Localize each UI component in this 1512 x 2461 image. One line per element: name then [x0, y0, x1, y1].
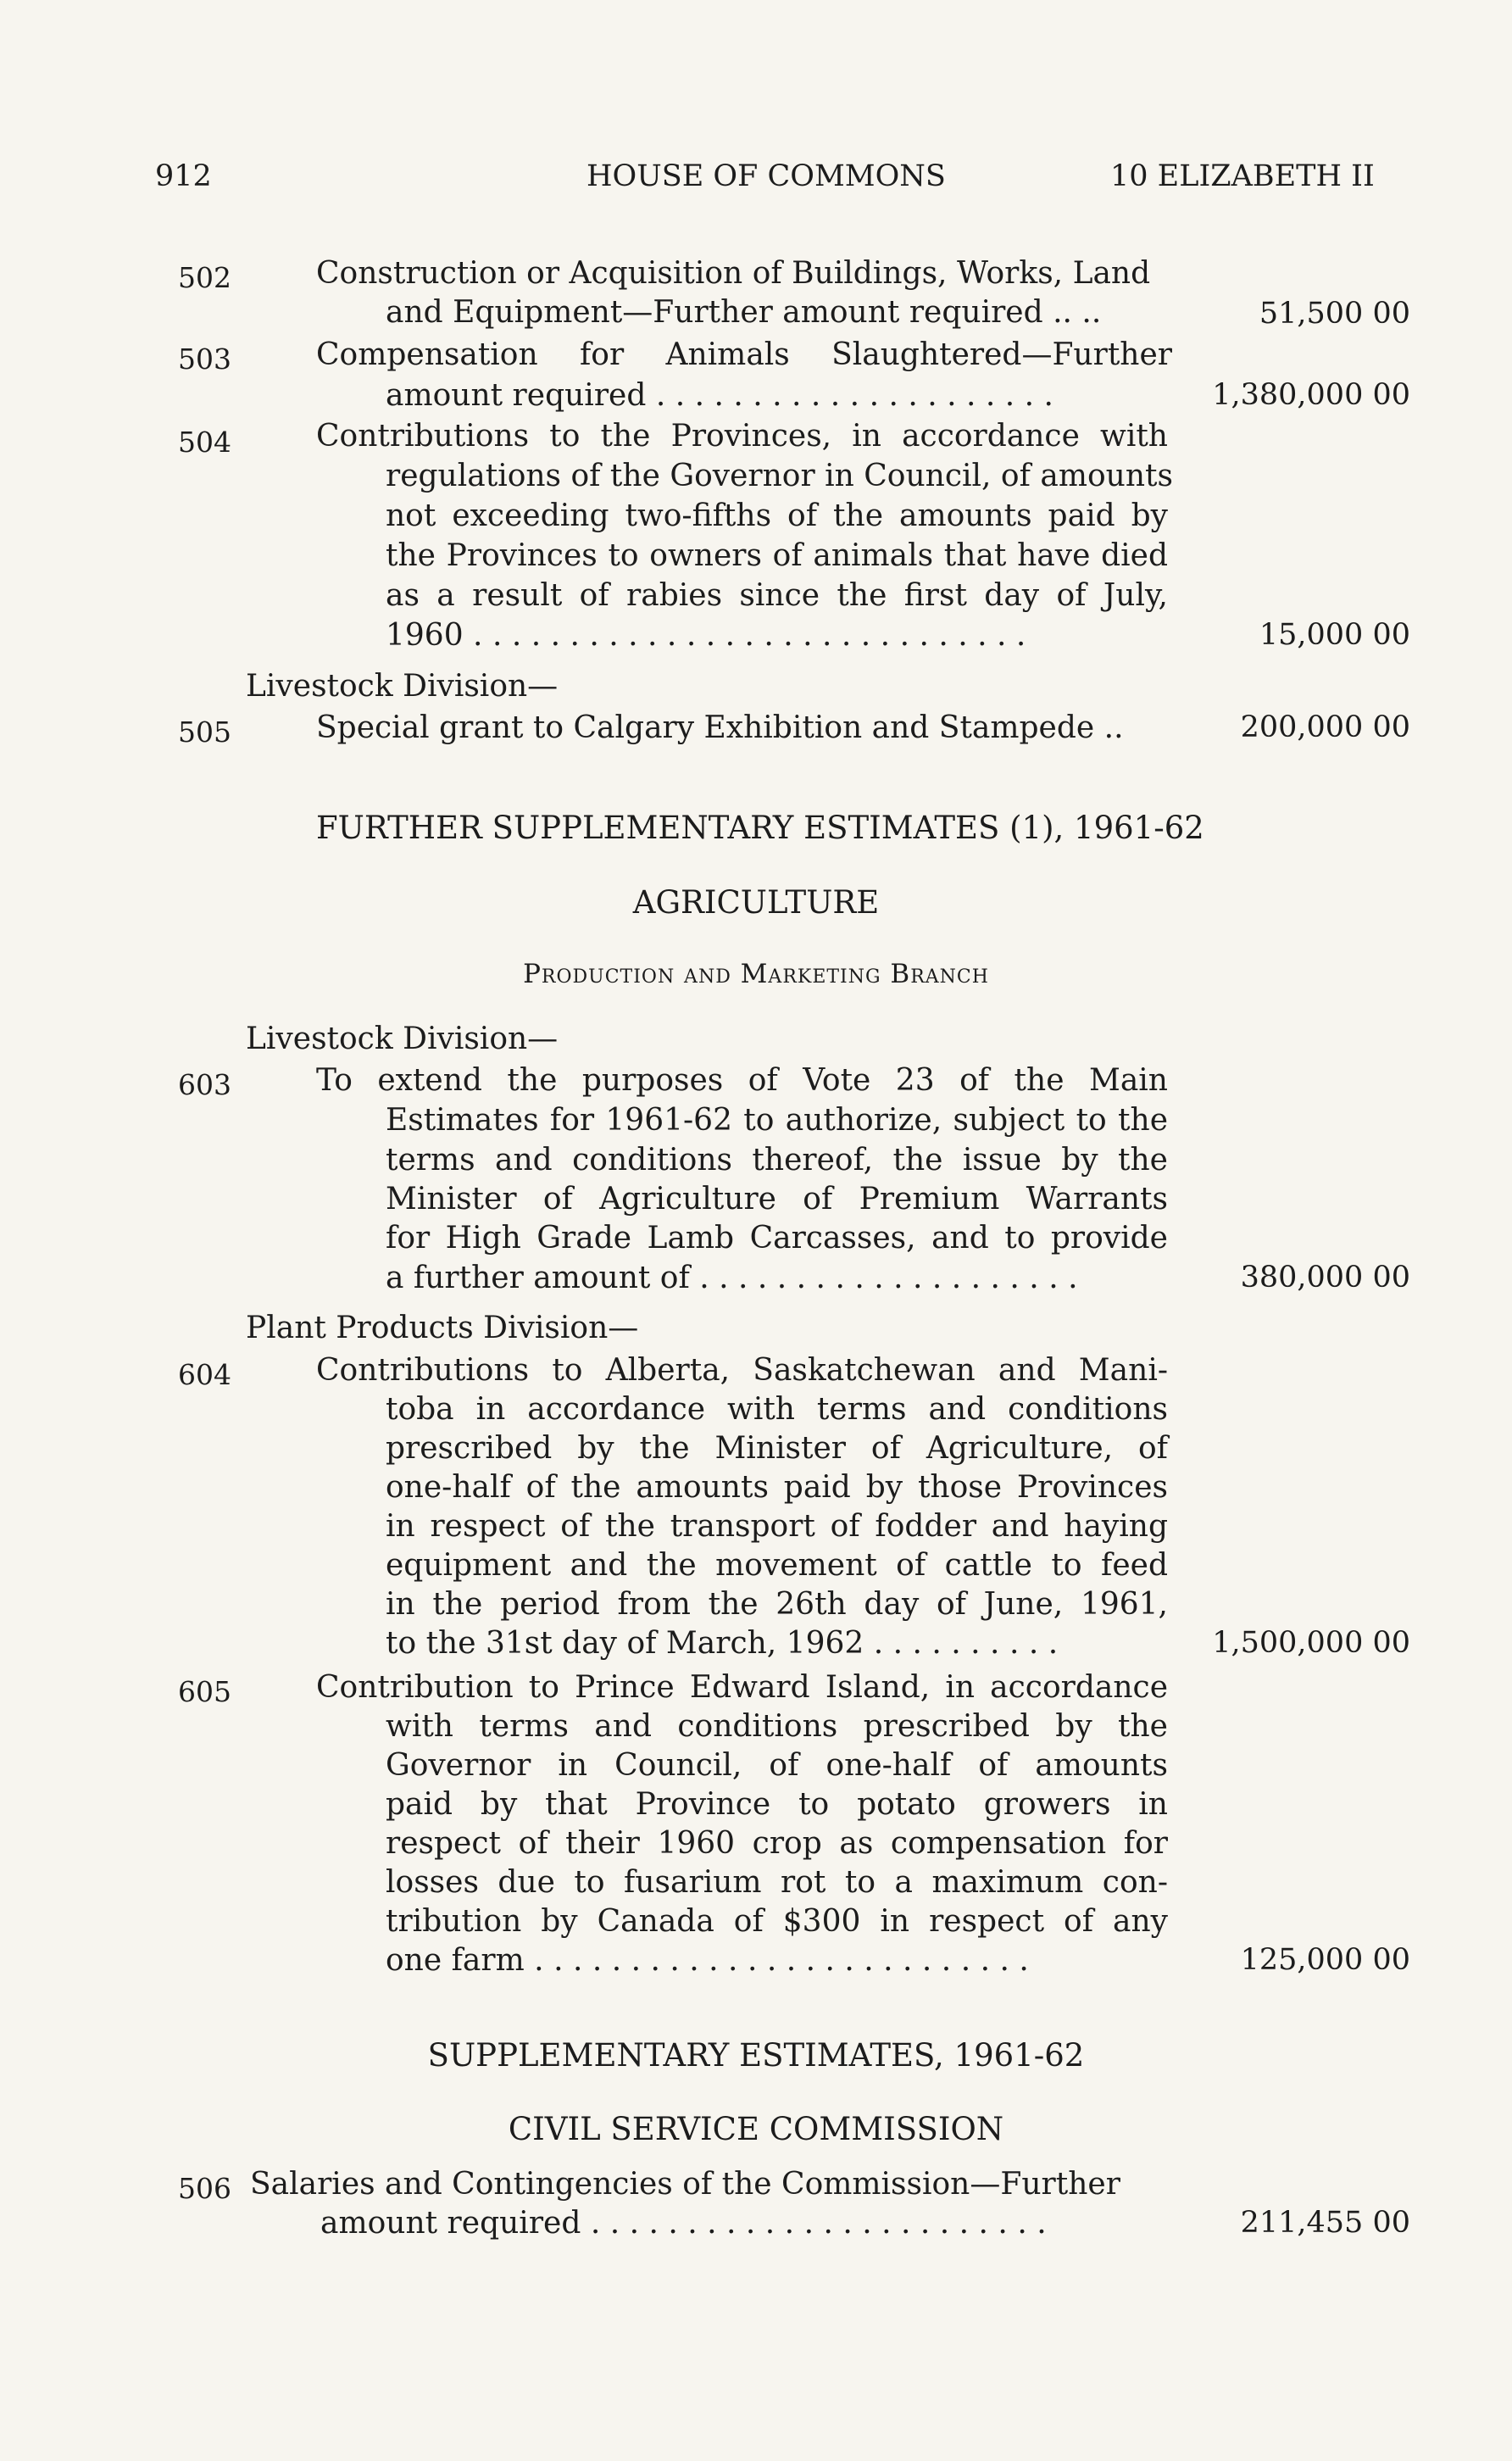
vote-text-line: Governor in Council, of one-half of amounts	[386, 1748, 1168, 1783]
vote-amount: 15,000 00	[1259, 618, 1410, 652]
vote-text-line: amount required . . . . . . . . . . . . . . . . . . . . . . . .	[320, 2206, 1047, 2241]
vote-text-line: the Provinces to owners of animals that have died	[386, 538, 1168, 573]
vote-text-line: and Equipment—Further amount required .. ..	[386, 295, 1102, 330]
vote-text-line: amount required . . . . . . . . . . . . . . . . . . . . .	[386, 378, 1053, 413]
vote-text-line: Compensation for Animals Slaughtered—Further	[316, 337, 1172, 372]
vote-text-line: one-half of the amounts paid by those Provinces	[386, 1470, 1168, 1505]
vote-text-line: not exceeding two-fifths of the amounts paid by	[386, 498, 1168, 533]
vote-number: 502	[178, 261, 231, 294]
vote-text-line: Contributions to Alberta, Saskatchewan and Mani-	[316, 1353, 1168, 1388]
vote-amount: 1,380,000 00	[1212, 378, 1410, 412]
division-heading: Livestock Division—	[246, 669, 559, 704]
vote-number: 503	[178, 342, 231, 376]
vote-text-line: tribution by Canada of $300 in respect of any	[386, 1904, 1168, 1939]
vote-text-line: respect of their 1960 crop as compensation for	[386, 1826, 1168, 1861]
division-heading: Plant Products Division—	[246, 1311, 639, 1345]
vote-text-line: losses due to fusarium rot to a maximum con-	[386, 1865, 1168, 1900]
session-label: 10 ELIZABETH II	[1110, 159, 1375, 193]
vote-text-line: a further amount of . . . . . . . . . . . . . . . . . . . .	[386, 1261, 1078, 1295]
vote-amount: 1,500,000 00	[1212, 1626, 1410, 1660]
vote-text-line: with terms and conditions prescribed by the	[386, 1709, 1168, 1744]
vote-text-line: Special grant to Calgary Exhibition and Stampede ..	[316, 710, 1124, 745]
vote-text-line: paid by that Province to potato growers in	[386, 1787, 1168, 1822]
vote-text-line: in the period from the 26th day of June, 1961,	[386, 1587, 1168, 1622]
vote-text-line: Construction or Acquisition of Buildings, Works, Land	[316, 256, 1151, 291]
vote-text-line: to the 31st day of March, 1962 . . . . . . . . . .	[386, 1626, 1059, 1661]
vote-amount: 125,000 00	[1240, 1943, 1410, 1977]
division-heading: Livestock Division—	[246, 1022, 559, 1056]
vote-text-line: Salaries and Contingencies of the Commission—Further	[250, 2167, 1120, 2202]
vote-text-line: for High Grade Lamb Carcasses, and to provide	[386, 1221, 1168, 1256]
vote-text-line: Contribution to Prince Edward Island, in accordance	[316, 1670, 1168, 1705]
vote-number: 603	[178, 1068, 231, 1101]
vote-text-line: To extend the purposes of Vote 23 of the Main	[316, 1063, 1168, 1098]
vote-amount: 211,455 00	[1240, 2206, 1410, 2240]
department-heading: CIVIL SERVICE COMMISSION	[508, 2111, 1004, 2147]
vote-text-line: terms and conditions thereof, the issue by the	[386, 1143, 1168, 1178]
section-title: SUPPLEMENTARY ESTIMATES, 1961-62	[427, 2037, 1085, 2074]
vote-number: 505	[178, 715, 231, 749]
vote-text-line: Contributions to the Provinces, in accordance with	[316, 419, 1168, 454]
vote-text-line: equipment and the movement of cattle to feed	[386, 1548, 1168, 1583]
vote-text-line: regulations of the Governor in Council, of amounts	[386, 459, 1173, 493]
vote-number: 605	[178, 1675, 231, 1708]
vote-text-line: one farm . . . . . . . . . . . . . . . . . . . . . . . . . .	[386, 1943, 1029, 1978]
vote-amount: 380,000 00	[1240, 1261, 1410, 1295]
vote-text-line: Minister of Agriculture of Premium Warrants	[386, 1182, 1168, 1217]
vote-text-line: toba in accordance with terms and conditions	[386, 1392, 1168, 1427]
vote-text-line: Estimates for 1961-62 to authorize, subject to the	[386, 1103, 1168, 1138]
department-heading: AGRICULTURE	[632, 884, 880, 921]
vote-text-line: prescribed by the Minister of Agriculture, of	[386, 1431, 1168, 1466]
section-title: FURTHER SUPPLEMENTARY ESTIMATES (1), 1961-62	[316, 810, 1204, 846]
vote-number: 504	[178, 426, 231, 459]
vote-text-line: in respect of the transport of fodder and haying	[386, 1509, 1168, 1544]
vote-number: 506	[178, 2172, 231, 2205]
running-title: HOUSE OF COMMONS	[586, 159, 946, 193]
branch-heading: Production and Marketing Branch	[523, 959, 989, 989]
vote-amount: 51,500 00	[1259, 297, 1410, 331]
vote-text-line: 1960 . . . . . . . . . . . . . . . . . . . . . . . . . . . . .	[386, 618, 1026, 653]
page-number: 912	[155, 159, 212, 193]
vote-amount: 200,000 00	[1240, 710, 1410, 744]
vote-text-line: as a result of rabies since the first day of July,	[386, 578, 1168, 613]
vote-number: 604	[178, 1358, 231, 1391]
